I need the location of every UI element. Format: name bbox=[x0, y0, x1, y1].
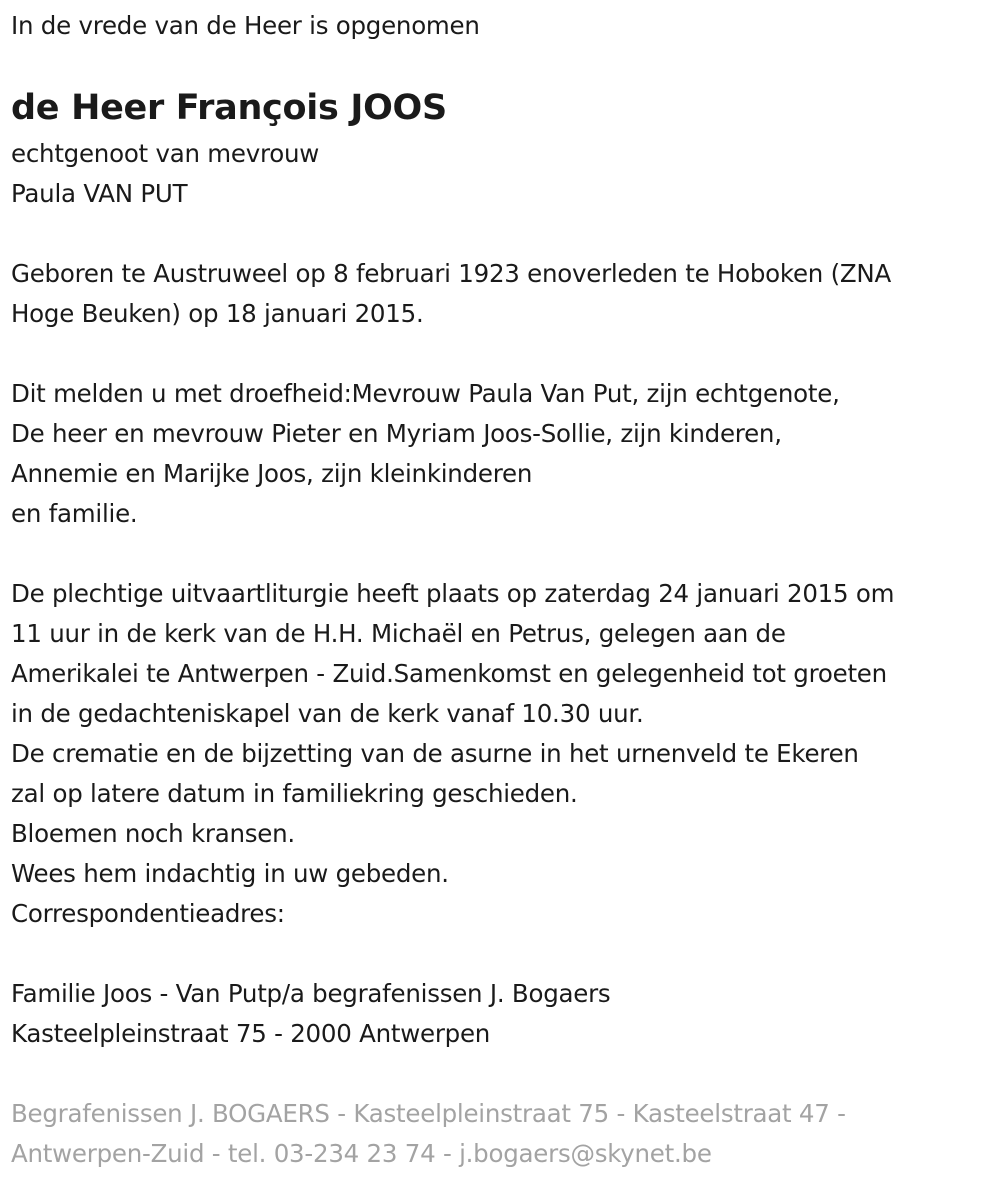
ceremony-line: De crematie en de bijzetting van de asurne in het urnenveld te Ekeren bbox=[11, 739, 859, 768]
announcement-line: De heer en mevrouw Pieter en Myriam Joos-Sollie, zijn kinderen, bbox=[11, 419, 782, 448]
ceremony-line: Amerikalei te Antwerpen - Zuid.Samenkomst en gelegenheid tot groeten bbox=[11, 659, 887, 688]
birth-death-block bbox=[11, 254, 891, 334]
footer-line: Antwerpen-Zuid - tel. 03-234 23 74 - j.bogaers@skynet.be bbox=[11, 1139, 712, 1168]
ceremony-line: 11 uur in de kerk van de H.H. Michaël en Petrus, gelegen aan de bbox=[11, 619, 786, 648]
spouse-line: echtgenoot van mevrouw bbox=[11, 139, 320, 168]
ceremony-line: in de gedachteniskapel van de kerk vanaf 10.30 uur. bbox=[11, 699, 644, 728]
ceremony-line: Wees hem indachtig in uw gebeden. bbox=[11, 859, 449, 888]
funeral-home-footer bbox=[11, 1094, 846, 1174]
spouse-line: Paula VAN PUT bbox=[11, 179, 188, 208]
footer-line: Begrafenissen J. BOGAERS - Kasteelpleinstraat 75 - Kasteelstraat 47 - bbox=[11, 1099, 846, 1128]
birth-death-line: Geboren te Austruweel op 8 februari 1923 enoverleden te Hoboken (ZNA bbox=[11, 259, 892, 288]
deceased-name: de Heer François JOOS bbox=[11, 88, 447, 128]
birth-death-line: Hoge Beuken) op 18 januari 2015. bbox=[11, 299, 424, 328]
address-line: Familie Joos - Van Putp/a begrafenissen J. Bogaers bbox=[11, 979, 611, 1008]
address-line: Kasteelpleinstraat 75 - 2000 Antwerpen bbox=[11, 1019, 491, 1048]
announcement-block bbox=[11, 374, 840, 534]
correspondence-address-block bbox=[11, 974, 610, 1054]
announcement-line: Annemie en Marijke Joos, zijn kleinkinderen bbox=[11, 459, 533, 488]
spouse-block bbox=[11, 134, 319, 214]
ceremony-line: De plechtige uitvaartliturgie heeft plaats op zaterdag 24 januari 2015 om bbox=[11, 579, 895, 608]
announcement-line: Dit melden u met droefheid:Mevrouw Paula Van Put, zijn echtgenote, bbox=[11, 379, 840, 408]
ceremony-line: Correspondentieadres: bbox=[11, 899, 285, 928]
ceremony-block bbox=[11, 574, 894, 934]
ceremony-line: Bloemen noch kransen. bbox=[11, 819, 295, 848]
intro-text: In de vrede van de Heer is opgenomen bbox=[11, 11, 480, 40]
ceremony-line: zal op latere datum in familiekring geschieden. bbox=[11, 779, 578, 808]
announcement-line: en familie. bbox=[11, 499, 138, 528]
